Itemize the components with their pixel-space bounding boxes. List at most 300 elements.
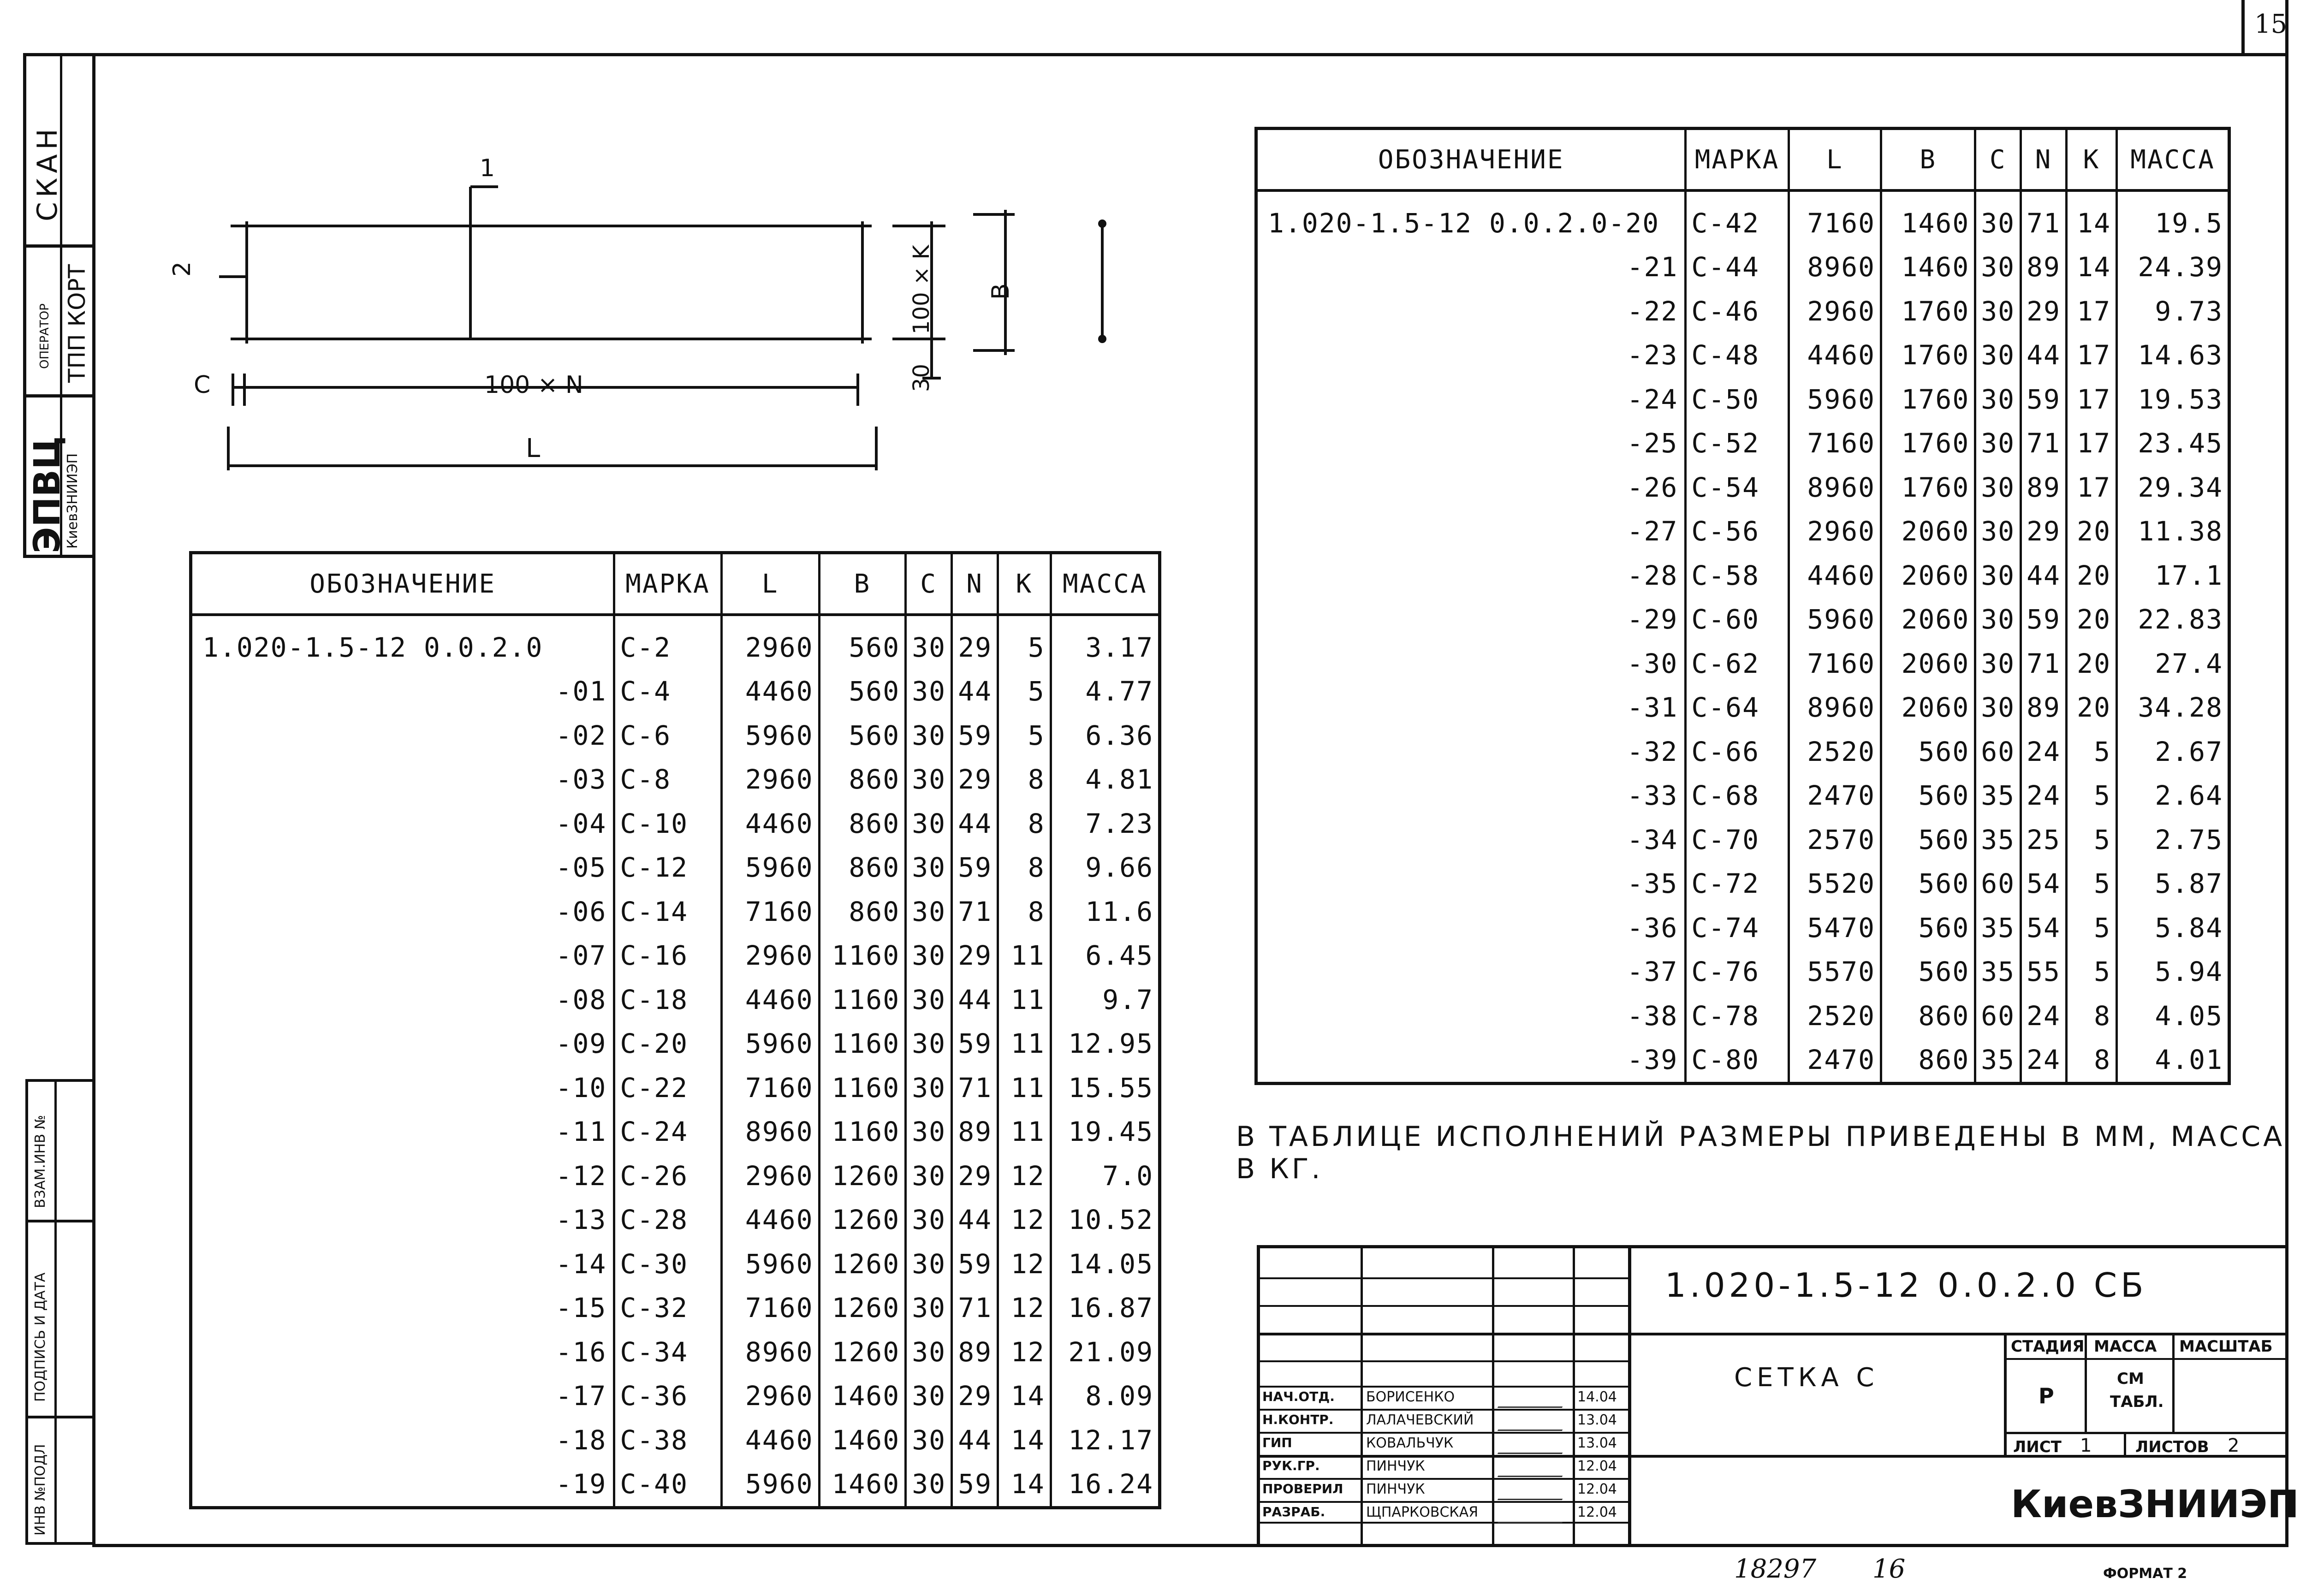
table-cell: 55 xyxy=(2021,950,2067,994)
table-cell: 4.05 xyxy=(2117,994,2229,1038)
sheets-value: 2 xyxy=(2228,1435,2240,1456)
sheets-label: ЛИСТОВ xyxy=(2135,1438,2209,1456)
table-row xyxy=(1256,289,2229,333)
table-cell: 17 xyxy=(2066,333,2116,378)
signature-scribble xyxy=(1498,1461,1569,1477)
table-cell: 8960 xyxy=(721,1110,819,1154)
table-cell: -33 xyxy=(1256,774,1686,818)
table-cell: 30 xyxy=(906,1418,952,1462)
signer-name: ПИНЧУК xyxy=(1366,1481,1425,1497)
table-cell: -02 xyxy=(191,713,614,758)
table-cell: 9.7 xyxy=(1051,978,1159,1022)
table-cell: 1.020-1.5-12 0.0.2.0-20 xyxy=(1256,190,1686,245)
table-cell: 14 xyxy=(2066,245,2116,290)
table-cell: 30 xyxy=(1975,553,2021,598)
table-row xyxy=(1256,465,2229,510)
table-cell: -14 xyxy=(191,1242,614,1286)
table-cell: 60 xyxy=(1975,994,2021,1038)
table-cell: -04 xyxy=(191,801,614,846)
table-cell: 54 xyxy=(2021,862,2067,906)
table-cell: 5 xyxy=(2066,862,2116,906)
table-cell: 6.36 xyxy=(1051,713,1159,758)
table-cell: 30 xyxy=(1975,190,2021,245)
table-cell: 35 xyxy=(1975,906,2021,950)
table-cell: 27.4 xyxy=(2117,641,2229,686)
stamp-org-sub: КиевЗНИИЭП xyxy=(65,453,81,549)
table-cell: 44 xyxy=(952,1198,998,1242)
table-cell: 1760 xyxy=(1881,289,1975,333)
tb-h9 xyxy=(1257,1478,1630,1480)
table-cell: 44 xyxy=(2021,333,2067,378)
table-cell: 1460 xyxy=(1881,245,1975,290)
table-cell: 1160 xyxy=(819,934,906,978)
table-cell: 89 xyxy=(2021,245,2067,290)
table-cell: 30 xyxy=(1975,245,2021,290)
table-cell: 44 xyxy=(952,978,998,1022)
table-cell: 71 xyxy=(2021,190,2067,245)
table-row xyxy=(1256,190,2229,245)
table-cell: 30 xyxy=(906,1154,952,1198)
table-row xyxy=(1256,510,2229,554)
table-cell: 860 xyxy=(819,801,906,846)
table-row xyxy=(1256,818,2229,862)
table-cell: 1160 xyxy=(819,978,906,1022)
table-cell: 30 xyxy=(906,758,952,802)
signer-name: ПИНЧУК xyxy=(1366,1458,1425,1474)
table-cell: 54 xyxy=(2021,906,2067,950)
table-cell: 4460 xyxy=(1789,333,1881,378)
tb-h7 xyxy=(1257,1432,1630,1434)
table-cell: C-6 xyxy=(614,713,721,758)
table-cell: 24.39 xyxy=(2117,245,2229,290)
table-cell: -06 xyxy=(191,890,614,934)
table-header-row xyxy=(1256,129,2229,191)
table-cell: -30 xyxy=(1256,641,1686,686)
table-cell: 89 xyxy=(952,1110,998,1154)
table-cell: C-4 xyxy=(614,670,721,714)
table-cell: 8960 xyxy=(1789,686,1881,730)
table-cell: 5 xyxy=(998,713,1051,758)
table-cell: 860 xyxy=(819,890,906,934)
table-row xyxy=(191,1286,1160,1330)
stamp-operator-label: ОПЕРАТОР xyxy=(38,303,52,369)
signer-date: 12.04 xyxy=(1577,1458,1617,1474)
table-cell: 20 xyxy=(2066,598,2116,642)
dim-l: L xyxy=(526,433,541,463)
table-row xyxy=(1256,421,2229,466)
column-header: B xyxy=(819,553,906,615)
table-cell: 7160 xyxy=(1789,421,1881,466)
tb-h8 xyxy=(1257,1455,2288,1458)
table-cell: -21 xyxy=(1256,245,1686,290)
table-cell: 30 xyxy=(906,713,952,758)
table-cell: 30 xyxy=(1975,289,2021,333)
signature-scribble xyxy=(1498,1507,1569,1523)
left-stamp-divider-2 xyxy=(23,394,92,398)
table-cell: 20 xyxy=(2066,510,2116,554)
table-cell: 1260 xyxy=(819,1198,906,1242)
table-cell: 71 xyxy=(952,890,998,934)
table-cell: 59 xyxy=(2021,377,2067,421)
table-cell: 5960 xyxy=(721,1242,819,1286)
table-cell: 7160 xyxy=(721,1066,819,1110)
table-cell: 5.84 xyxy=(2117,906,2229,950)
tb-h3 xyxy=(1257,1333,2288,1335)
table-cell: -09 xyxy=(191,1022,614,1066)
table-cell: 2960 xyxy=(721,1374,819,1418)
table-cell: C-2 xyxy=(614,615,721,670)
table-cell: 30 xyxy=(906,1198,952,1242)
table-cell: -34 xyxy=(1256,818,1686,862)
table-row xyxy=(191,1066,1160,1110)
table-cell: C-76 xyxy=(1686,950,1789,994)
table-cell: 860 xyxy=(819,846,906,890)
table-cell: -28 xyxy=(1256,553,1686,598)
table-cell: C-8 xyxy=(614,758,721,802)
table-cell: 560 xyxy=(1881,774,1975,818)
table-cell: 14 xyxy=(2066,190,2116,245)
table-cell: -39 xyxy=(1256,1038,1686,1084)
tb-h11 xyxy=(1257,1522,1630,1524)
table-cell: -38 xyxy=(1256,994,1686,1038)
signature-scribble xyxy=(1498,1415,1569,1431)
table-cell: 8.09 xyxy=(1051,1374,1159,1418)
table-cell: 59 xyxy=(952,846,998,890)
table-cell: 5960 xyxy=(721,1462,819,1508)
signer-date: 13.04 xyxy=(1577,1412,1617,1428)
table-row xyxy=(1256,730,2229,774)
sheet-label: ЛИСТ xyxy=(2013,1438,2062,1456)
table-cell: 9.66 xyxy=(1051,846,1159,890)
table-cell: 17 xyxy=(2066,289,2116,333)
table-cell: 35 xyxy=(1975,1038,2021,1084)
table-cell: C-54 xyxy=(1686,465,1789,510)
table-cell: 5 xyxy=(2066,730,2116,774)
table-cell: C-44 xyxy=(1686,245,1789,290)
table-cell: 71 xyxy=(952,1066,998,1110)
table-cell: 44 xyxy=(952,670,998,714)
table-cell: 5 xyxy=(998,670,1051,714)
table-cell: C-52 xyxy=(1686,421,1789,466)
table-cell: C-50 xyxy=(1686,377,1789,421)
table-row xyxy=(1256,553,2229,598)
table-cell: 25 xyxy=(2021,818,2067,862)
table-cell: 30 xyxy=(1975,598,2021,642)
table-cell: -15 xyxy=(191,1286,614,1330)
table-cell: 11.38 xyxy=(2117,510,2229,554)
table-cell: 24 xyxy=(2021,774,2067,818)
table-cell: 2960 xyxy=(721,615,819,670)
table-cell: -12 xyxy=(191,1154,614,1198)
table-cell: 1160 xyxy=(819,1066,906,1110)
margin-field-replace: ВЗАМ.ИНВ № xyxy=(32,1115,48,1208)
tb-h4 xyxy=(1257,1360,1630,1362)
table-cell: 60 xyxy=(1975,862,2021,906)
table-cell: 11 xyxy=(998,1022,1051,1066)
footer-format: ФОРМАТ 2 xyxy=(2103,1566,2187,1582)
table-cell: 29 xyxy=(952,1154,998,1198)
table-cell: 59 xyxy=(952,1242,998,1286)
table-cell: C-46 xyxy=(1686,289,1789,333)
table-row xyxy=(191,1330,1160,1374)
stamp-scan-label: СКАН xyxy=(31,124,64,221)
table-cell: 1160 xyxy=(819,1022,906,1066)
table-row xyxy=(191,1418,1160,1462)
table-cell: 30 xyxy=(1975,465,2021,510)
table-cell: 2.64 xyxy=(2117,774,2229,818)
table-cell: -08 xyxy=(191,978,614,1022)
signer-date: 12.04 xyxy=(1577,1504,1617,1520)
dim-100k: 100 × K xyxy=(909,245,934,334)
table-cell: 860 xyxy=(1881,994,1975,1038)
page-number: 15 xyxy=(2254,9,2288,39)
tb-stage-v3 xyxy=(2172,1333,2175,1434)
table-cell: 5960 xyxy=(1789,598,1881,642)
table-cell: 14.63 xyxy=(2117,333,2229,378)
table-cell: 2960 xyxy=(721,934,819,978)
table-cell: 20 xyxy=(2066,553,2116,598)
signer-role: ГИП xyxy=(1262,1435,1292,1450)
table-cell: 560 xyxy=(1881,862,1975,906)
table-cell: 860 xyxy=(819,758,906,802)
table-cell: 30 xyxy=(906,1462,952,1508)
column-header: C xyxy=(906,553,952,615)
table-cell: -29 xyxy=(1256,598,1686,642)
table-cell: 29 xyxy=(952,934,998,978)
table-cell: 30 xyxy=(906,670,952,714)
table-cell: 12 xyxy=(998,1154,1051,1198)
table-cell: 1460 xyxy=(1881,190,1975,245)
title-name: СЕТКА С xyxy=(1734,1363,1879,1393)
callout-1: 1 xyxy=(480,154,495,182)
table-cell: 12 xyxy=(998,1330,1051,1374)
table-cell: 3.17 xyxy=(1051,615,1159,670)
table-cell: 34.28 xyxy=(2117,686,2229,730)
table-cell: 5960 xyxy=(721,713,819,758)
table-cell: 560 xyxy=(819,615,906,670)
table-cell: C-16 xyxy=(614,934,721,978)
table-cell: C-78 xyxy=(1686,994,1789,1038)
table-cell: 1.020-1.5-12 0.0.2.0 xyxy=(191,615,614,670)
table-cell: 7160 xyxy=(721,890,819,934)
signer-role: ПРОВЕРИЛ xyxy=(1262,1481,1343,1496)
table-cell: C-70 xyxy=(1686,818,1789,862)
table-cell: 7160 xyxy=(721,1286,819,1330)
table-cell: 12.17 xyxy=(1051,1418,1159,1462)
table-cell: -32 xyxy=(1256,730,1686,774)
table-cell: 8960 xyxy=(1789,465,1881,510)
table-cell: -01 xyxy=(191,670,614,714)
table-cell: 60 xyxy=(1975,730,2021,774)
table-cell: 16.87 xyxy=(1051,1286,1159,1330)
table-cell: 30 xyxy=(906,1330,952,1374)
table-cell: 2960 xyxy=(1789,289,1881,333)
table-cell: 4460 xyxy=(721,1418,819,1462)
table-cell: 10.52 xyxy=(1051,1198,1159,1242)
page-number-box xyxy=(2241,0,2245,53)
table-cell: 29.34 xyxy=(2117,465,2229,510)
table-cell: 12 xyxy=(998,1198,1051,1242)
table-cell: 1260 xyxy=(819,1242,906,1286)
signer-role: НАЧ.ОТД. xyxy=(1262,1389,1335,1404)
table-cell: 4460 xyxy=(721,1198,819,1242)
table-cell: 560 xyxy=(1881,730,1975,774)
table-row xyxy=(191,1242,1160,1286)
table-cell: 1460 xyxy=(819,1462,906,1508)
table-cell: 30 xyxy=(906,1110,952,1154)
tb-stage-h2 xyxy=(2004,1432,2288,1434)
table-cell: 7160 xyxy=(1789,190,1881,245)
table-cell: 860 xyxy=(1881,1038,1975,1084)
table-cell: 35 xyxy=(1975,774,2021,818)
table-row xyxy=(191,615,1160,670)
column-header: N xyxy=(2021,129,2067,191)
table-cell: 30 xyxy=(906,846,952,890)
table-cell: 4460 xyxy=(721,978,819,1022)
table-row xyxy=(191,670,1160,714)
table-cell: 20 xyxy=(2066,686,2116,730)
table-cell: C-72 xyxy=(1686,862,1789,906)
table-cell: C-42 xyxy=(1686,190,1789,245)
table-row xyxy=(1256,906,2229,950)
table-cell: 8 xyxy=(998,758,1051,802)
table-cell: 2470 xyxy=(1789,1038,1881,1084)
column-header: МАССА xyxy=(2117,129,2229,191)
signer-role: РАЗРАБ. xyxy=(1262,1504,1325,1519)
table-cell: -11 xyxy=(191,1110,614,1154)
signature-scribble xyxy=(1498,1392,1569,1408)
table-cell: -37 xyxy=(1256,950,1686,994)
tb-stage-v1 xyxy=(2004,1333,2007,1457)
table-cell: 30 xyxy=(1975,421,2021,466)
table-cell: 4460 xyxy=(721,801,819,846)
table-cell: C-66 xyxy=(1686,730,1789,774)
table-cell: 14.05 xyxy=(1051,1242,1159,1286)
table-cell: 30 xyxy=(906,1242,952,1286)
table-row xyxy=(191,890,1160,934)
table-cell: C-60 xyxy=(1686,598,1789,642)
tb-stage-h1 xyxy=(2004,1358,2288,1360)
table-cell: 5960 xyxy=(721,1022,819,1066)
column-header: МАРКА xyxy=(1686,129,1789,191)
table-cell: 5 xyxy=(2066,774,2116,818)
table-cell: C-34 xyxy=(614,1330,721,1374)
table-cell: 11 xyxy=(998,1110,1051,1154)
table-row xyxy=(1256,333,2229,378)
table-cell: C-38 xyxy=(614,1418,721,1462)
table-cell: 1460 xyxy=(819,1418,906,1462)
table-cell: 2960 xyxy=(721,1154,819,1198)
table-cell: 8 xyxy=(998,890,1051,934)
dim-100n: 100 × N xyxy=(484,371,583,399)
table-cell: 30 xyxy=(906,1066,952,1110)
table-cell: 11 xyxy=(998,934,1051,978)
table-cell: 1760 xyxy=(1881,377,1975,421)
table-cell: -23 xyxy=(1256,333,1686,378)
column-header: L xyxy=(1789,129,1881,191)
frame-left-line xyxy=(92,53,95,1547)
table-cell: -19 xyxy=(191,1462,614,1508)
table-cell: 12.95 xyxy=(1051,1022,1159,1066)
table-cell: -18 xyxy=(191,1418,614,1462)
table-cell: 59 xyxy=(952,1022,998,1066)
table-cell: 8960 xyxy=(721,1330,819,1374)
table-row xyxy=(1256,686,2229,730)
left-margin-vdivider xyxy=(54,1079,57,1545)
table-cell: C-14 xyxy=(614,890,721,934)
table-cell: -36 xyxy=(1256,906,1686,950)
table-cell: 15.55 xyxy=(1051,1066,1159,1110)
table-cell: 2960 xyxy=(1789,510,1881,554)
units-note: В ТАБЛИЦЕ ИСПОЛНЕНИЙ РАЗМЕРЫ ПРИВЕДЕНЫ В ММ, МАССА В КГ. xyxy=(1236,1121,2285,1185)
table-cell: 44 xyxy=(952,801,998,846)
table-row xyxy=(191,1462,1160,1508)
table-cell: 1260 xyxy=(819,1154,906,1198)
table-cell: 24 xyxy=(2021,730,2067,774)
table-cell: 17 xyxy=(2066,377,2116,421)
margin-field-signature: ПОДПИСЬ И ДАТА xyxy=(32,1272,48,1402)
stamp-org: ЭПВЦ xyxy=(27,436,68,553)
table-cell: 21.09 xyxy=(1051,1330,1159,1374)
signer-name: ЩПАРКОВСКАЯ xyxy=(1366,1504,1479,1520)
table-row xyxy=(1256,950,2229,994)
table-cell: 1260 xyxy=(819,1330,906,1374)
table-row xyxy=(191,934,1160,978)
table-cell: -26 xyxy=(1256,465,1686,510)
table-cell: 5470 xyxy=(1789,906,1881,950)
table-cell: 11.6 xyxy=(1051,890,1159,934)
tb-stage-v2 xyxy=(2085,1333,2087,1434)
table-row xyxy=(1256,641,2229,686)
table-cell: C-36 xyxy=(614,1374,721,1418)
table-cell: 7.0 xyxy=(1051,1154,1159,1198)
table-cell: 5 xyxy=(2066,906,2116,950)
table-cell: 19.45 xyxy=(1051,1110,1159,1154)
dim-b: B xyxy=(987,283,1015,300)
table-row xyxy=(191,1374,1160,1418)
table-row xyxy=(191,713,1160,758)
mass-value-2: ТАБЛ. xyxy=(2110,1393,2164,1411)
footer-number: 16 xyxy=(1872,1554,1906,1584)
table-cell: 1760 xyxy=(1881,333,1975,378)
table-cell: 89 xyxy=(2021,686,2067,730)
table-cell: -10 xyxy=(191,1066,614,1110)
table-cell: 20 xyxy=(2066,641,2116,686)
table-cell: 30 xyxy=(1975,377,2021,421)
margin-field-inventory: ИНВ №ПОДЛ xyxy=(32,1444,48,1536)
frame-top-line xyxy=(92,53,2288,56)
table-cell: C-24 xyxy=(614,1110,721,1154)
table-cell: 1260 xyxy=(819,1286,906,1330)
table-cell: 12 xyxy=(998,1242,1051,1286)
table-cell: 30 xyxy=(1975,510,2021,554)
mass-value-1: СМ xyxy=(2117,1370,2144,1388)
table-cell: C-68 xyxy=(1686,774,1789,818)
table-cell: 14 xyxy=(998,1418,1051,1462)
table-cell: 89 xyxy=(2021,465,2067,510)
table-row xyxy=(191,758,1160,802)
table-cell: 14 xyxy=(998,1462,1051,1508)
table-cell: 29 xyxy=(2021,510,2067,554)
table-row xyxy=(1256,598,2229,642)
sheet-value: 1 xyxy=(2080,1435,2092,1456)
table-cell: 5960 xyxy=(1789,377,1881,421)
column-header: N xyxy=(952,553,998,615)
table-cell: 1460 xyxy=(819,1374,906,1418)
table-cell: 71 xyxy=(952,1286,998,1330)
table-cell: -25 xyxy=(1256,421,1686,466)
table-cell: C-20 xyxy=(614,1022,721,1066)
